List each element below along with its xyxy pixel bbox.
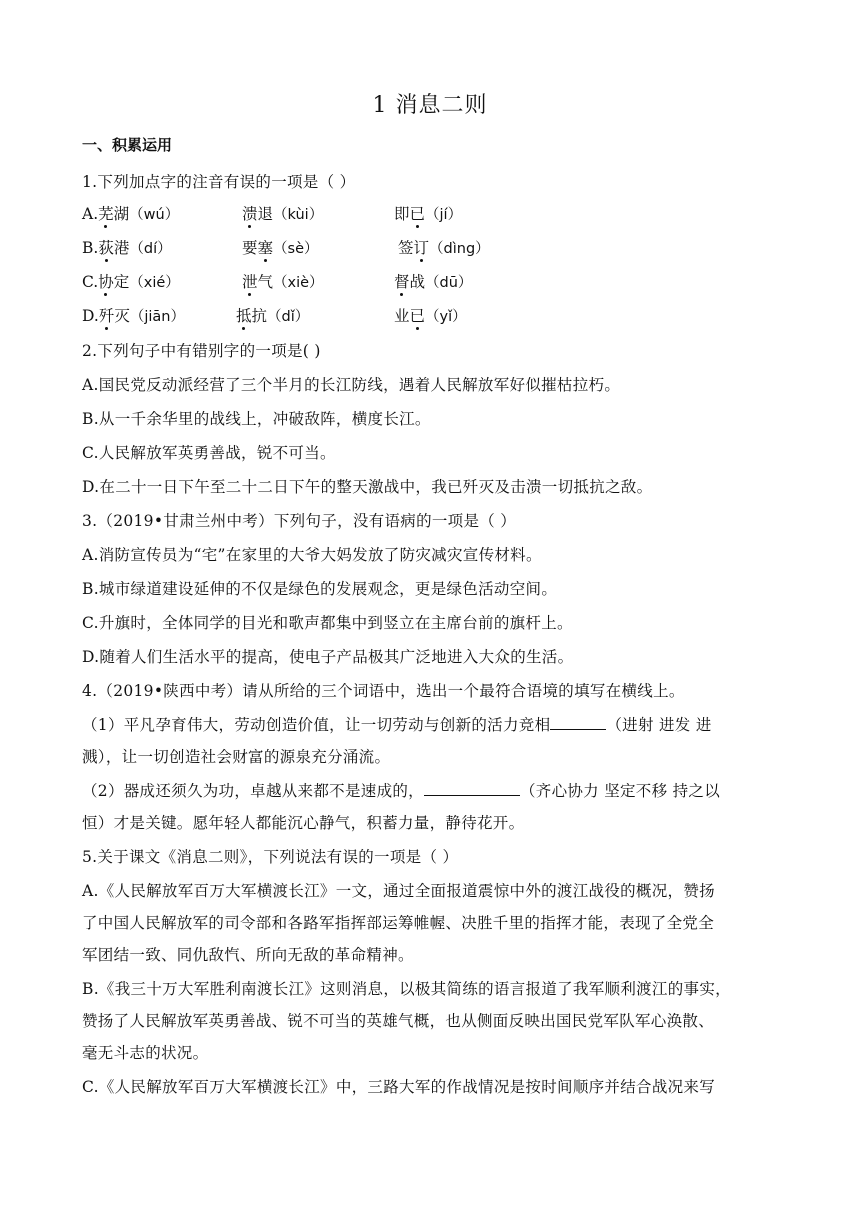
q1-option-suffix: 港 <box>113 239 130 257</box>
q5-option-a-line1: A.《人民解放军百万大军横渡长江》一文，通过全面报道震惊中外的渡江战役的概况，赞扬 <box>82 882 715 900</box>
q1-option-1-1 <box>242 236 319 258</box>
q1-option-dotted-char: 塞 <box>258 236 274 258</box>
q1-option-pinyin: （xiè） <box>273 275 324 291</box>
q1-option-dotted-char: 督 <box>394 270 410 292</box>
q1-option-pinyin: （dí） <box>129 241 172 257</box>
q4-part1-blank[interactable] <box>550 714 606 730</box>
q1-option-suffix: 气 <box>257 273 274 291</box>
q1-option-pinyin: （xié） <box>129 275 180 291</box>
q5-option-c-line1: C.《人民解放军百万大军横渡长江》中，三路大军的作战情况是按时间顺序并结合战况来写 <box>82 1078 716 1096</box>
q1-option-suffix: 定 <box>113 273 130 291</box>
q3-option-d: D.随着人们生活水平的提高，使电子产品极其广泛地进入大众的生活。 <box>82 648 574 666</box>
q1-option-3-0 <box>82 304 185 326</box>
q5-option-b-line1: B.《我三十万大军胜利南渡长江》这则消息，以极其简练的语言报道了我军顺利渡江的事实， <box>82 980 731 998</box>
q1-option-2-0 <box>82 270 180 292</box>
q2-option-b: B.从一千余华里的战线上，冲破敌阵，横度长江。 <box>82 410 431 428</box>
q1-option-1-0 <box>82 236 172 258</box>
q5-option-b-line3: 毫无斗志的状况。 <box>82 1044 209 1062</box>
q2-stem: 2.下列句子中有错别字的一项是( ) <box>82 342 321 360</box>
q2-option-d: D.在二十一日下午至二十二日下午的整天激战中，我已歼灭及击溃一切抵抗之敌。 <box>82 478 653 496</box>
q1-option-pinyin: （kùi） <box>273 207 324 223</box>
q1-option-dotted-char: 协 <box>98 270 114 292</box>
q1-stem: 1.下列加点字的注音有误的一项是（ ） <box>82 173 356 191</box>
q1-option-2-2 <box>394 270 472 292</box>
q1-option-suffix: 湖 <box>113 205 130 223</box>
q4-part1-text: （1）平凡孕育伟大，劳动创造价值，让一切劳动与创新的活力竞相 <box>82 716 551 734</box>
q1-option-pinyin: （dǐ） <box>267 309 310 325</box>
q4-part2-line1 <box>82 779 720 801</box>
q4-part1-choices: （进射 进发 进 <box>606 716 712 734</box>
q3-stem: 3.（2019•甘肃兰州中考）下列句子，没有语病的一项是（ ） <box>82 512 517 530</box>
q3-option-a: A.消防宣传员为“宅”在家里的大爷大妈发放了防灾减灾宣传材料。 <box>82 546 542 564</box>
q1-option-prefix: A. <box>82 205 99 223</box>
q1-option-prefix: 业 <box>394 307 410 325</box>
q1-option-dotted-char: 已 <box>410 304 426 326</box>
q1-option-pinyin: （dìng） <box>429 241 490 257</box>
q1-option-suffix: 战 <box>409 273 426 291</box>
q1-option-dotted-char: 订 <box>414 236 430 258</box>
q1-option-dotted-char: 歼 <box>99 304 115 326</box>
q1-option-prefix: 签 <box>398 239 414 257</box>
q1-option-dotted-char: 溃 <box>242 202 258 224</box>
q5-stem: 5.关于课文《消息二则》，下列说法有误的一项是（ ） <box>82 848 459 866</box>
q4-part2-blank[interactable] <box>424 780 520 796</box>
q1-option-pinyin: （jiān） <box>129 309 185 325</box>
q1-option-dotted-char: 泄 <box>242 270 258 292</box>
section-heading: 一、积累运用 <box>82 136 173 154</box>
q5-option-b-line2: 赞扬了人民解放军英勇善战、锐不可当的英雄气概，也从侧面反映出国民党军队军心涣散、 <box>82 1012 715 1030</box>
q2-option-c: C.人民解放军英勇善战，锐不可当。 <box>82 444 336 462</box>
q5-option-a-line2: 了中国人民解放军的司令部和各路军指挥部运筹帷幄、决胜千里的指挥才能，表现了全党全 <box>82 914 715 932</box>
q1-option-pinyin: （yǐ） <box>425 309 467 325</box>
q4-part1-line2: 溅），让一切创造社会财富的源泉充分涌流。 <box>82 748 391 766</box>
q3-option-b: B.城市绿道建设延伸的不仅是绿色的发展观念，更是绿色活动空间。 <box>82 580 558 598</box>
q4-stem: 4.（2019•陕西中考）请从所给的三个词语中，选出一个最符合语境的填写在横线上。 <box>82 682 685 700</box>
q1-option-0-0 <box>82 202 179 224</box>
q1-option-dotted-char: 芜 <box>98 202 114 224</box>
q1-option-3-2 <box>394 304 467 326</box>
q4-part1-line1 <box>82 713 712 735</box>
q1-option-prefix: 要 <box>242 239 258 257</box>
q1-option-dotted-char: 已 <box>410 202 426 224</box>
q4-part2-line2: 恒）才是关键。愿年轻人都能沉心静气，积蓄力量，静待花开。 <box>82 814 525 832</box>
q1-option-pinyin: （jí） <box>425 207 463 223</box>
q1-option-dotted-char: 荻 <box>98 236 114 258</box>
q1-option-prefix: D. <box>82 307 99 325</box>
q1-option-prefix: 即 <box>394 205 410 223</box>
q1-option-0-1 <box>242 202 323 224</box>
q1-option-prefix: C. <box>82 273 99 291</box>
q1-option-pinyin: （sè） <box>273 241 319 257</box>
page-title: 1 消息二则 <box>372 93 488 118</box>
q4-part2-choices: （齐心协力 坚定不移 持之以 <box>519 782 721 800</box>
q1-option-3-1 <box>236 304 309 326</box>
q1-option-1-2 <box>398 236 490 258</box>
q4-part2-text: （2）器成还须久为功，卓越从来都不是速成的， <box>82 782 424 800</box>
q1-option-suffix: 退 <box>257 205 274 223</box>
q1-option-prefix: B. <box>82 239 99 257</box>
q1-option-suffix: 灭 <box>114 307 130 325</box>
q2-option-a: A.国民党反动派经营了三个半月的长江防线，遇着人民解放军好似摧枯拉朽。 <box>82 376 621 394</box>
q1-option-pinyin: （wú） <box>129 207 180 223</box>
q1-option-pinyin: （dū） <box>425 275 473 291</box>
q1-option-suffix: 抗 <box>251 307 268 325</box>
q1-option-0-2 <box>394 202 462 224</box>
q3-option-c: C.升旗时，全体同学的目光和歌声都集中到竖立在主席台前的旗杆上。 <box>82 614 573 632</box>
q1-option-2-1 <box>242 270 324 292</box>
q5-option-a-line3: 军团结一致、同仇敌忾、所向无敌的革命精神。 <box>82 946 414 964</box>
q1-option-dotted-char: 抵 <box>236 304 252 326</box>
